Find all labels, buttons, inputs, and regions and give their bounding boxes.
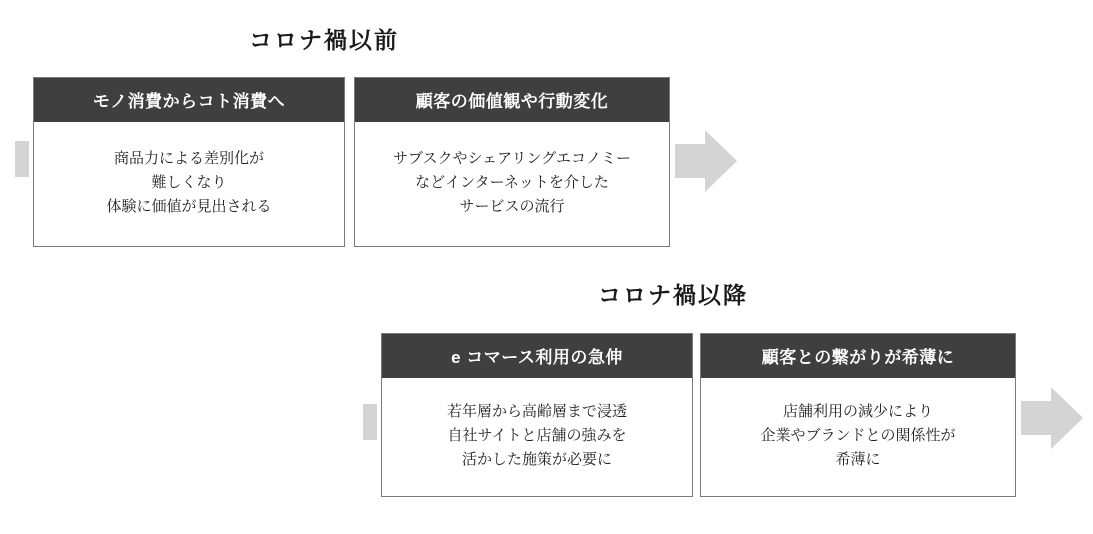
card-body-line: 自社サイトと店舗の強みを [447, 426, 627, 444]
card-body [382, 378, 692, 496]
section-title-after-covid: コロナ禍以降 [598, 282, 748, 308]
card-body-line: サブスクやシェアリングエコノミー [393, 149, 631, 167]
card-ecommerce-growth [381, 333, 693, 497]
flow-start-nub-after-covid [363, 404, 377, 440]
flow-arrow-icon [675, 130, 737, 192]
card-body-line: 希薄に [835, 451, 881, 469]
card-body-line: 体験に価値が見出される [106, 198, 272, 216]
card-body [355, 122, 669, 246]
card-body-line: などインターネットを介した [415, 173, 609, 191]
card-body [34, 122, 344, 246]
card-body-line: 店舗利用の減少により [782, 402, 933, 420]
card-body [701, 378, 1015, 496]
flow-start-nub-before-covid [15, 141, 29, 177]
card-weak-customer-connection [700, 333, 1016, 497]
card-body-line: 企業やブランドとの関係性が [760, 426, 956, 444]
card-body-line: 活かした施策が必要に [461, 451, 612, 469]
card-customer-values-change [354, 77, 670, 247]
card-body-line: サービスの流行 [459, 198, 565, 216]
card-header: e コマース利用の急伸 [382, 334, 692, 378]
section-title-before-covid: コロナ禍以前 [249, 27, 399, 53]
card-body-line: 難しくなり [151, 173, 227, 191]
card-header: 顧客との繋がりが希薄に [701, 334, 1015, 378]
card-header: モノ消費からコト消費へ [34, 78, 344, 122]
card-body-line: 商品力による差別化が [113, 149, 264, 167]
card-mono-to-koto [33, 77, 345, 247]
flow-arrow-icon [1021, 387, 1083, 449]
card-body-line: 若年層から高齢層まで浸透 [446, 402, 627, 420]
card-header: 顧客の価値観や行動変化 [355, 78, 669, 122]
